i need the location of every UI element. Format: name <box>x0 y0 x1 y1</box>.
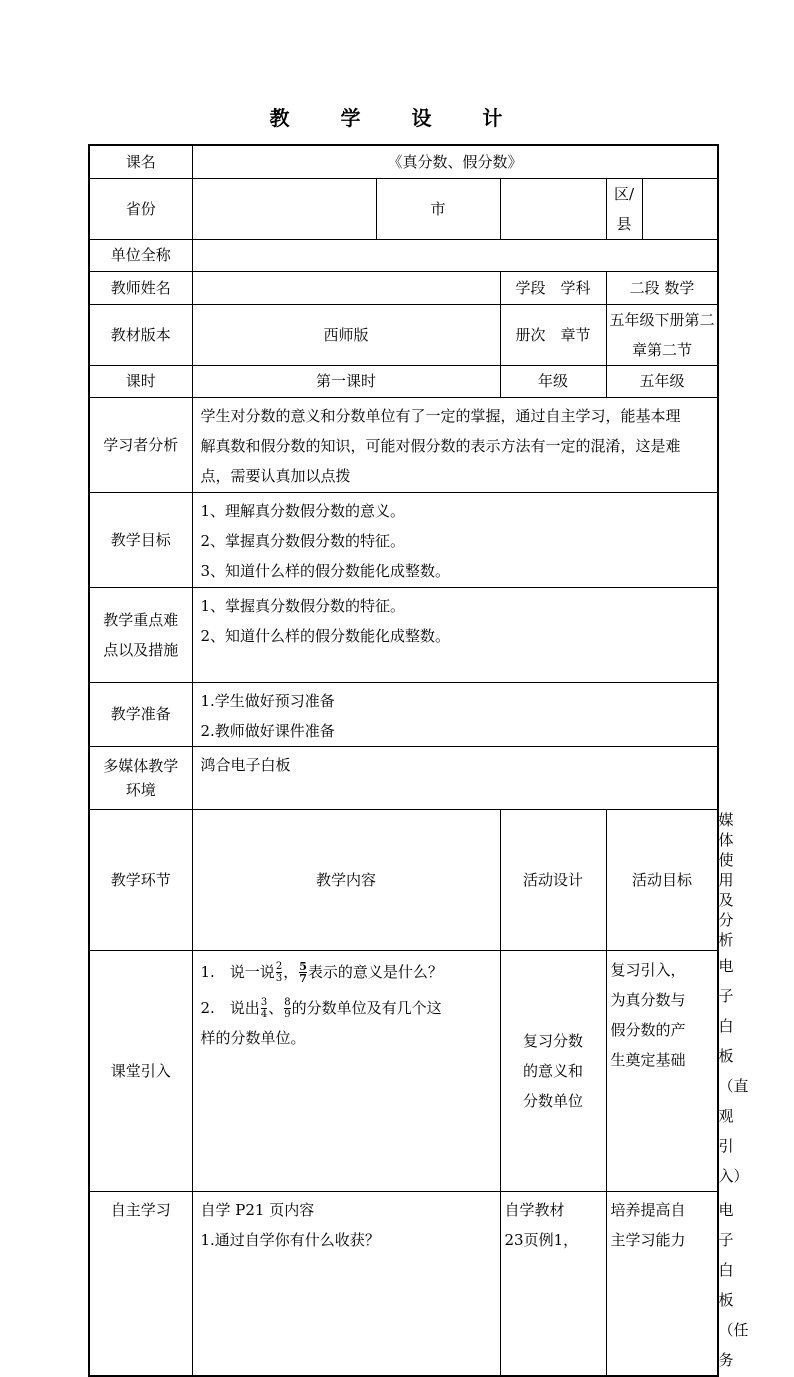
intro-goal-line: 为真分数与 <box>610 990 686 1009</box>
self-study-activity-line: 23页例1， <box>504 1230 579 1249</box>
preparation-label: 教学准备 <box>89 682 192 746</box>
unit-label: 单位全称 <box>89 239 192 271</box>
intro-question-1 <box>201 957 492 987</box>
fraction-two-thirds <box>276 961 282 984</box>
teacher-label: 教师姓名 <box>89 271 192 304</box>
activity-header: 活动设计 <box>500 809 606 950</box>
fraction-three-fourths <box>261 997 267 1020</box>
period-row <box>89 365 718 397</box>
preparation-row <box>89 682 718 746</box>
location-row <box>89 178 718 239</box>
page-title: 教 学 设 计 <box>269 106 525 130</box>
fraction-numerator: 2 <box>275 961 283 972</box>
preparation-item: 1.学生做好预习准备 <box>200 691 335 710</box>
period-value: 第一课时 <box>192 365 500 397</box>
district-label: 区/县 <box>606 178 642 239</box>
self-study-content <box>192 1191 500 1376</box>
intro-activity-line: 复习分数 <box>522 1031 583 1050</box>
goal-header: 活动目标 <box>606 809 718 950</box>
intro-activity <box>500 950 606 1191</box>
intro-goal-line: 生奠定基础 <box>610 1050 686 1069</box>
self-study-goal-line: 主学习能力 <box>610 1230 686 1249</box>
course-label: 课名 <box>89 145 192 178</box>
key-points-label <box>89 587 192 682</box>
intro-question-2-cont: 样的分数单位。 <box>200 1028 306 1047</box>
stage-subject-value: 二段 数学 <box>606 271 718 304</box>
intro-q1-prefix: 1. 说一说 <box>200 962 275 981</box>
intro-goal-line: 假分数的产 <box>610 1020 686 1039</box>
intro-q1-suffix: 表示的意义是什么？ <box>307 962 443 981</box>
learner-line: 点，需要认真加以点拨 <box>200 466 351 485</box>
grade-value: 五年级 <box>606 365 718 397</box>
intro-question-2 <box>201 993 492 1023</box>
district-value <box>642 178 718 239</box>
multimedia-value: 鸿合电子白板 <box>192 746 718 809</box>
learner-text <box>192 397 718 492</box>
intro-q2-suffix: 的分数单位及有几个这 <box>291 998 442 1017</box>
key-point-item: 1、掌握真分数假分数的特征。 <box>200 596 406 615</box>
lesson-plan-table <box>88 144 749 1377</box>
multimedia-label-line: 多媒体教学 <box>103 756 179 775</box>
intro-stage: 课堂引入 <box>89 950 192 1191</box>
intro-goal-line: 复习引入， <box>610 960 686 979</box>
textbook-row <box>89 304 718 365</box>
self-study-goal <box>606 1191 718 1376</box>
key-points-row <box>89 587 718 682</box>
self-study-content-line: 1.通过自学你有什么收获？ <box>200 1230 380 1249</box>
city-label: 市 <box>376 178 500 239</box>
multimedia-label <box>89 746 192 809</box>
grade-label: 年级 <box>500 365 606 397</box>
learner-line: 解真数和假分数的知识，可能对假分数的表示方法有一定的混淆，这是难 <box>200 436 681 455</box>
stage-header: 教学环节 <box>89 809 192 950</box>
city-value <box>500 178 606 239</box>
intro-activity-line: 分数单位 <box>522 1091 583 1110</box>
unit-value <box>192 239 718 271</box>
stage-subject-label: 学段 学科 <box>500 271 606 304</box>
objectives-text <box>192 492 718 587</box>
textbook-value: 西师版 <box>192 304 500 365</box>
fraction-denominator: 3 <box>275 973 283 984</box>
self-study-activity-line: 自学教材 <box>504 1200 565 1219</box>
learner-line: 学生对分数的意义和分数单位有了一定的掌握，通过自主学习，能基本理 <box>200 406 681 425</box>
fraction-numerator: 5 <box>299 960 307 973</box>
intro-activity-line: 的意义和 <box>522 1061 583 1080</box>
province-label: 省份 <box>89 178 192 239</box>
fraction-numerator: 8 <box>284 997 291 1008</box>
period-label: 课时 <box>89 365 192 397</box>
process-header-row: 教学环节 教学内容 活动设计 活动目标 媒体使 用及分 析 <box>89 809 718 950</box>
key-points-text <box>192 587 718 682</box>
self-study-goal-line: 培养提高自 <box>610 1200 686 1219</box>
intro-goal <box>606 950 718 1191</box>
self-study-stage: 自主学习 <box>89 1191 192 1376</box>
key-point-item: 2、知道什么样的假分数能化成整数。 <box>200 626 451 645</box>
fraction-eight-ninths <box>284 997 290 1020</box>
course-value: 《真分数、假分数》 <box>192 145 718 178</box>
objectives-row <box>89 492 718 587</box>
intro-q2-prefix: 2. 说出 <box>200 998 260 1017</box>
key-points-label-line: 教学重点难 <box>103 610 179 629</box>
content-header: 教学内容 <box>192 809 500 950</box>
teacher-row <box>89 271 718 304</box>
fraction-five-sevenths <box>299 961 307 984</box>
fraction-denominator: 4 <box>260 1009 268 1020</box>
textbook-label: 教材版本 <box>89 304 192 365</box>
multimedia-label-line: 环境 <box>125 780 156 799</box>
multimedia-row <box>89 746 718 809</box>
learner-label: 学习者分析 <box>89 397 192 492</box>
intro-content <box>192 950 500 1191</box>
intro-q2-separator: 、 <box>268 998 284 1017</box>
province-value <box>192 178 376 239</box>
key-points-label-line: 点以及措施 <box>103 640 179 659</box>
objective-item: 1、理解真分数假分数的意义。 <box>200 501 406 520</box>
teacher-value <box>192 271 500 304</box>
learner-row <box>89 397 718 492</box>
unit-row <box>89 239 718 271</box>
self-study-activity <box>500 1191 606 1376</box>
objectives-label: 教学目标 <box>89 492 192 587</box>
preparation-item: 2.教师做好课件准备 <box>200 721 335 740</box>
fraction-numerator: 3 <box>260 997 268 1008</box>
intro-q1-separator: ， <box>283 962 299 981</box>
course-row <box>89 145 718 178</box>
volume-chapter-value: 五年级下册第二章第二节 <box>606 304 718 365</box>
preparation-text <box>192 682 718 746</box>
objective-item: 3、知道什么样的假分数能化成整数。 <box>200 561 451 580</box>
fraction-denominator: 9 <box>284 1009 291 1020</box>
intro-row: 课堂引入 1. 说一说 $\frac{2}{3}$ ， $\frac{5}{7}$ 表示的意义是什么？ 2. 说出 $\frac{3}{4}$ 、 $\frac{8}{9}$ 的分数单位及有几个这 样的分数单位。 复习分数 的意义和 分数单位 复习引入， 为真分数与 假分数的产 生奠定基础 电子白 板（直观 引入） <box>89 950 718 1191</box>
objective-item: 2、掌握真分数假分数的特征。 <box>200 531 406 550</box>
self-study-content-line: 自学 P21 页内容 <box>200 1200 315 1219</box>
self-study-row: 自主学习 自学 P21 页内容 1.通过自学你有什么收获？ 自学教材 23页例1， 培养提高自 主学习能力 电子白 板（任务 <box>89 1191 718 1376</box>
volume-chapter-label: 册次 章节 <box>500 304 606 365</box>
fraction-denominator: 7 <box>299 972 307 985</box>
